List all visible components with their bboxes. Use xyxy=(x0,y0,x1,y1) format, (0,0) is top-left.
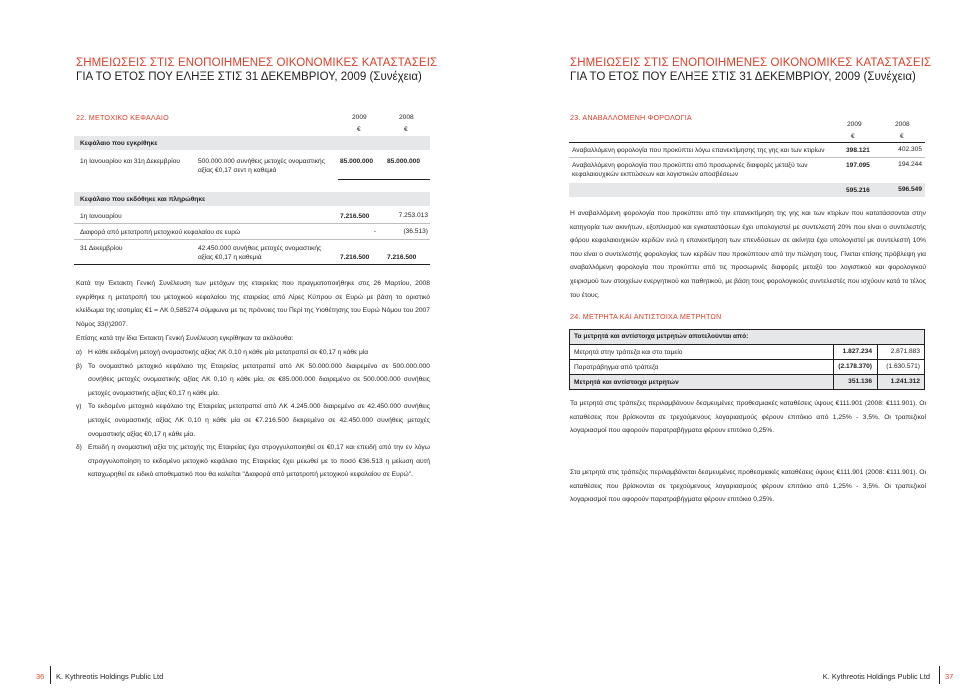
note24-paragraph-1: Τα μετρητά στις τράπεζες περιλαμβάνουν δεσμευμένες προθεσμιακές καταθέσεις ύψους €111.901 (2008: €111.901). Οι καταθέσεις που βρίσκονται σε τρεχούμενους λογαριασμούς φέρουν επιτόκιο από 1,25% - 3,5%. Οι τραπεζικοί λογαριασμοί που αφορούν παρατραβήγματα φέρουν επιτόκιο 0,25%. xyxy=(570,400,926,435)
left-header-title: ΣΗΜΕΙΩΣΕΙΣ ΣΤΙΣ ΕΝΟΠΟΙΗΜΕΝΕΣ ΟΙΚΟΝΟΜΙΚΕΣ ΚΑΤΑΣΤΑΣΕΙΣ xyxy=(76,57,438,69)
note24-heading: 24. ΜΕΤΡΗΤΑ ΚΑΙ ΑΝΤΙΣΤΟΙΧΑ ΜΕΤΡΗΤΩΝ xyxy=(570,312,722,321)
note22-paragraph-2: Επίσης κατά την ίδια Έκτακτη Γενική Συνέλευση εγκρίθηκαν τα ακόλουθα: xyxy=(76,335,294,342)
list-marker: δ) xyxy=(76,444,82,452)
deferred-tax-row2-label: Αναβαλλόμενη φορολογία που προκύπτει από προσωρινές διαφορές μεταξύ των κεφαλαιουχικών εκπτώσεων και λογιστικών αποσβέσεων xyxy=(572,162,808,178)
cash-row-value-2008: (1.630.571) xyxy=(886,363,920,370)
right-footer-company: K. Kythreotis Holdings Public Ltd xyxy=(822,672,930,681)
note22-year1: 2009 xyxy=(352,114,367,121)
note22-currency1: € xyxy=(357,126,361,133)
dec-value-2009: 7.216.500 xyxy=(340,254,370,261)
note22-year2: 2008 xyxy=(399,114,414,121)
cash-row-rule-1 xyxy=(569,359,925,360)
cash-row-label: Παρατράβηγμα από τράπεζα xyxy=(574,364,659,371)
jan-label: 1η Ιανουαρίου xyxy=(80,213,122,220)
left-footer-company: K. Kythreotis Holdings Public Ltd xyxy=(56,672,164,681)
note23-paragraph: Η αναβαλλόμενη φορολογία που προκύπτει από την επανεκτίμηση της γης και των κτιρίων που κατατάσσονται στην κατηγορία των ακινήτων, εξοπλισμού και εγκαταστάσεων έχει υπολογιστεί με συντελεστή 20% που είναι ο συντελεστής φόρου κεφαλαιουχικών κερδών ενώ η επανεκτίμηση των επενδύσεων σε ακίνητα έχει υπολογιστεί με συντελεστή 10% που είναι ο συντελεστής φορολογίας των κερδών που προκύπτουν από την πώληση τους. Γίνεται επίσης πρόβλεψη για αναβαλλόμενη φορολογία που προκύπτει από τις προσωρινές διαφορές μεταξύ του λογιστικού και φορολογικού χειρισμού των στοιχείων ενεργητικού και παθητικού, με βάση τους φορολογικούς συντελεστές που ισχύουν κατά το τέλος του έτους. xyxy=(570,210,926,299)
authorized-capital-label: Κεφάλαιο που εγκρίθηκε xyxy=(80,140,158,147)
cash-col-divider-2 xyxy=(877,344,878,389)
list-item xyxy=(76,441,430,482)
note23-top-rule xyxy=(569,142,925,143)
deferred-tax-row2-2009: 197.095 xyxy=(846,162,870,169)
diff-label: Διαφορά από μετατροπή μετοχικού κεφαλαίου σε ευρώ xyxy=(80,229,241,236)
diff-rule xyxy=(74,239,430,240)
authorized-value-2009: 85.000.000 xyxy=(340,158,374,165)
list-text: Το εκδομένο μετοχικό κεφάλαιο της Εταιρείας μετατραπεί από ΛΚ 4.245.000 διαιρεμένο σε 42.450.000 συνήθεις μετοχές ονομαστικής αξίας ΛΚ 0,10 η κάθε μία σε €7.216.500 διαιρεμένο σε 42.450.000 συνήθεις μετοχές ονομαστικής αξίας €0,17 η κάθε μία. xyxy=(88,403,430,438)
right-page-number: 37 xyxy=(945,672,954,681)
note23-mid-rule xyxy=(569,157,925,158)
right-header-subtitle: ΓΙΑ ΤΟ ΕΤΟΣ ΠΟΥ ΕΛΗΞΕ ΣΤΙΣ 31 ΔΕΚΕΜΒΡΙΟΥ, 2009 (Συνέχεια) xyxy=(570,71,916,83)
dec-rule xyxy=(74,264,430,265)
list-text: Η κάθε εκδομένη μετοχή ονομαστικής αξίας ΛΚ 0,10 η κάθε μία μετατραπεί σε €0,17 η κάθε μία xyxy=(88,349,369,356)
dec-description: 42.450.000 συνήθεις μετοχές ονομαστικής αξίας €0,17 η καθεμιά xyxy=(198,245,322,261)
authorized-value-2008: 85.000.000 xyxy=(387,158,421,165)
cash-col-divider-1 xyxy=(833,344,834,389)
cash-col-divider-3 xyxy=(924,329,925,389)
diff-value-2008: (36.513) xyxy=(403,228,428,235)
list-marker: β) xyxy=(76,362,82,370)
note22-heading: 22. ΜΕΤΟΧΙΚΟ ΚΕΦΑΛΑΙΟ xyxy=(76,113,169,122)
jan-value-2009: 7.216.500 xyxy=(340,213,370,220)
cash-total-label: Μετρητά και αντίστοιχα μετρητών xyxy=(574,379,679,386)
authorized-rule xyxy=(338,179,430,180)
cash-table-title: Τα μετρητά και αντίστοιχα μετρητών αποτελούνται από: xyxy=(574,333,749,340)
cash-row-value-2009: (2.178.370) xyxy=(838,363,872,370)
left-page-number: 36 xyxy=(36,672,45,681)
deferred-tax-total-2009: 595.216 xyxy=(846,187,870,194)
right-header-title: ΣΗΜΕΙΩΣΕΙΣ ΣΤΙΣ ΕΝΟΠΟΙΗΜΕΝΕΣ ΟΙΚΟΝΟΜΙΚΕΣ ΚΑΤΑΣΤΑΣΕΙΣ xyxy=(570,57,932,69)
note23-currency1: € xyxy=(851,133,855,140)
cash-row-label: Μετρητά στην τράπεζα και στο ταμείο xyxy=(574,349,683,356)
note24-paragraph-2: Στα μετρητά στις τράπεζες περιλαμβάνεται δεσμευμένες προθεσμιακές καταθέσεις ύψους €111.901 (2008: €111.901). Οι καταθέσεις που βρίσκονται σε τρεχούμενους λογαριασμούς φέρουν επιτόκιο από 1,25% - 3,5%. Οι τραπεζικοί λογαριασμοί που αφορούν παρατραβήγματα φέρουν επιτόκιο 0,25%. xyxy=(570,469,926,504)
cash-row-rule-0 xyxy=(569,344,925,345)
list-item xyxy=(76,360,430,401)
authorized-date: 1η Ιανουαρίου και 31η Δεκεμβρίου xyxy=(80,158,180,165)
note23-heading: 23. ΑΝΑΒΑΛΛΟΜΕΝΗ ΦΟΡΟΛΟΓΙΑ xyxy=(570,113,692,122)
note23-year2: 2008 xyxy=(895,121,910,128)
cash-row-value-2009: 1.827.234 xyxy=(842,348,872,355)
deferred-tax-row1-2008: 402.305 xyxy=(898,146,922,153)
dec-label: 31 Δεκεμβρίου xyxy=(80,245,123,252)
note23-currency2: € xyxy=(900,133,904,140)
list-marker: γ) xyxy=(76,403,82,411)
deferred-tax-total-2008: 596.549 xyxy=(898,186,922,193)
cash-col-divider-0 xyxy=(569,329,570,389)
list-item xyxy=(76,400,430,441)
deferred-tax-row1-2009: 398.121 xyxy=(846,147,870,154)
list-text: Το ονομαστικό μετοχικό κεφάλαιο της Εταιρείας μετατραπεί από ΛΚ 50.000.000 διαιρεμένο σε 500.000.000 συνήθεις μετοχές ονομαστικής αξίας ΛΚ 0,10 η κάθε μία, σε €85.000.000 διαιρεμένο σε 500.000.000 συνήθεις μετοχές ονομαστικής αξίας €0,17 η κάθε μία. xyxy=(88,362,430,397)
issued-capital-label: Κεφάλαιο που εκδόθηκε και πληρώθηκε xyxy=(80,196,206,203)
jan-rule xyxy=(74,223,430,224)
left-header-subtitle: ΓΙΑ ΤΟ ΕΤΟΣ ΠΟΥ ΕΛΗΞΕ ΣΤΙΣ 31 ΔΕΚΕΜΒΡΙΟΥ, 2009 (Συνέχεια) xyxy=(76,71,422,83)
note22-paragraph-1: Κατά την Έκτακτη Γενική Συνέλευση των μετόχων της εταιρείας που πραγματοποιήθηκε στις 26 Μαρτίου, 2008 εγκρίθηκε η μετατροπή του μετοχικού κεφαλαίου της εταιρείας από Λίρες Κύπρου σε Ευρώ με βάση το οριστικό κλείδωμα της ισοτιμίας €1 = ΛΚ 0,585274 σύμφωνα με τις πρόνοιες του Περί της Υιοθέτησης του Ευρώ Νόμου του 2007 Νόμος 33(Ι)2007. xyxy=(76,280,430,328)
left-footer-divider xyxy=(50,666,51,684)
note22-currency2: € xyxy=(404,126,408,133)
note22-list xyxy=(76,346,430,482)
diff-value-2009: - xyxy=(373,228,376,235)
list-text: Επειδή η ονομαστική αξία της μετοχής της Εταιρείας έχει στρογγυλοποιηθεί σε €0,17 και επειδή από την εν λόγω στρογγυλοποίηση το εκδομένο μετοχικό κεφάλαιο της Εταιρείας έχει μειωθεί με το ποσό €36.513 η μείωση αυτή καταχωρηθεί σε ειδικό αποθεματικό που θα καλείται "Διαφορά από μετατροπή μετοχικού κεφαλαίου σε Ευρώ". xyxy=(88,444,430,479)
cash-row-value-2008: 2.871.883 xyxy=(890,348,920,355)
cash-total-2008: 1.241.312 xyxy=(890,378,920,385)
authorized-description: 500.000.000 συνήθεις μετοχές ονομαστικής αξίας €0,17 σεντ η καθεμιά xyxy=(198,158,325,174)
right-footer-divider xyxy=(939,666,940,684)
deferred-tax-total-band xyxy=(569,183,925,197)
cash-total-2009: 351.136 xyxy=(848,378,872,385)
list-item xyxy=(76,346,430,360)
note23-year1: 2009 xyxy=(847,121,862,128)
deferred-tax-row1-label: Αναβαλλόμενη φορολογία που προκύπτει λόγω επανεκτίμησης της γης και των κτιρίων xyxy=(572,147,825,154)
deferred-tax-row2-2008: 194.244 xyxy=(898,161,922,168)
dec-value-2008: 7.216.500 xyxy=(387,254,417,261)
jan-value-2008: 7.253.013 xyxy=(398,212,428,219)
list-marker: α) xyxy=(76,349,83,356)
